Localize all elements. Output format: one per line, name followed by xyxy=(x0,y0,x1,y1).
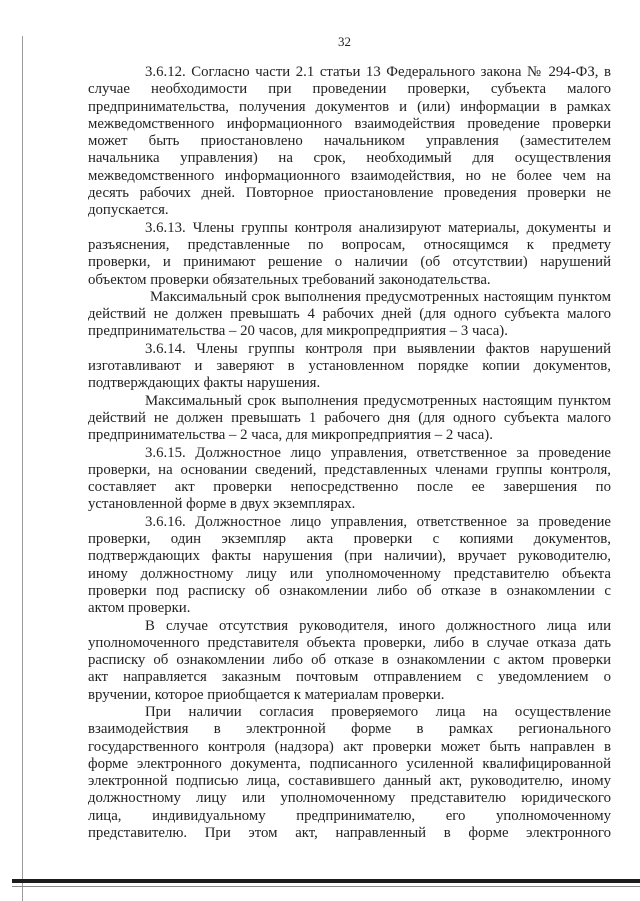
document-body xyxy=(88,64,611,842)
text-line: 3.6.13. Члены группы контроля анализируют материалы, документы и xyxy=(145,219,611,236)
page-number: 32 xyxy=(338,34,351,49)
text-line: действий не должен превышать 1 рабочего дня (для одного субъекта малого xyxy=(88,409,611,426)
text-line: межведомственного информационного взаимодействия проведение проверки xyxy=(88,115,611,132)
text-line: акт направляется заказным почтовым отправлением с уведомлением о xyxy=(88,669,611,686)
text-line: иному должностному лицу или уполномоченному представителю объекта xyxy=(88,565,611,582)
text-line: 3.6.16. Должностное лицо управления, ответственное за проведение xyxy=(145,513,611,530)
text-line: 3.6.15. Должностное лицо управления, ответственное за проведение xyxy=(145,444,611,461)
text-line: подтверждающих факты нарушения. xyxy=(88,375,321,392)
text-line: форме электронного документа, подписанного усиленной квалифицированной xyxy=(88,755,611,772)
paragraph-3-6-13 xyxy=(88,220,611,289)
text-line: электронной подписью лица, составившего данный акт, руководителю, иному xyxy=(88,773,611,790)
text-line: должностному лицу или уполномоченному представителю юридического xyxy=(88,790,611,807)
text-line: взаимодействия в электронной форме в рамках регионального xyxy=(88,721,611,738)
text-line: Максимальный срок выполнения предусмотренных настоящим пунктом xyxy=(150,288,611,305)
text-line: начальника управления) на срок, необходимый для осуществления xyxy=(88,150,611,167)
text-line: предпринимательства – 2 часа, для микропредприятия – 2 часа). xyxy=(88,427,493,444)
text-line: может быть приостановлено начальником управления (заместителем xyxy=(88,133,611,150)
text-line: В случае отсутствия руководителя, иного должностного лица или xyxy=(145,617,611,634)
text-line: проверки, один экземпляр акта проверки с копиями документов, xyxy=(88,531,611,548)
text-line: предпринимательства – 20 часов, для микропредприятия – 3 часа). xyxy=(88,323,508,340)
paragraph-absence-case xyxy=(88,618,611,704)
text-line: объектом проверки обязательных требований законодательства. xyxy=(88,271,491,288)
paragraph-3-6-12 xyxy=(88,64,611,220)
text-line: действий не должен превышать 4 рабочих дней (для одного субъекта малого xyxy=(88,306,611,323)
text-line: десять рабочих дней. Повторное приостановление проведения проверки не xyxy=(88,185,611,202)
text-line: актом проверки. xyxy=(88,600,191,617)
text-line: подтверждающих факты нарушения (при наличии), вручает руководителю, xyxy=(88,548,611,565)
text-line: разъяснения, представленные по вопросам, относящимся к предмету xyxy=(88,236,611,253)
text-line: допускается. xyxy=(88,202,169,219)
text-line: проверки, и принимают решение о наличии (об отсутствии) нарушений xyxy=(88,254,611,271)
text-line: уполномоченного представителя объекта проверки, либо в случае отказа дать xyxy=(88,634,611,651)
text-line: установленной форме в двух экземплярах. xyxy=(88,496,356,513)
paragraph-electronic-act xyxy=(88,704,611,842)
text-line: проверки под расписку об ознакомлении либо об отказе в ознакомлении с xyxy=(88,582,611,599)
text-line: проверки, на основании сведений, представленных членами группы контроля, xyxy=(88,461,611,478)
text-line: предпринимательства, получения документов и (или) информации в рамках xyxy=(88,98,611,115)
paragraph-max-term-3-6-14 xyxy=(88,393,611,445)
text-line: представителю. При этом акт, направленный в форме электронного xyxy=(88,825,611,842)
text-line: расписку об ознакомлении либо об отказе в ознакомлении с актом проверки xyxy=(88,652,611,669)
scan-bottom-edge-thin xyxy=(12,886,640,887)
text-line: 3.6.14. Члены группы контроля при выявлении фактов нарушений xyxy=(145,340,611,357)
text-line: вручении, которое приобщается к материалам проверки. xyxy=(88,686,445,703)
text-line: При наличии согласия проверяемого лица на осуществление xyxy=(145,703,611,720)
text-line: случае необходимости при проведении проверки, субъекта малого xyxy=(88,81,611,98)
text-line: государственного контроля (надзора) акт проверки может быть направлен в xyxy=(88,738,611,755)
text-line: 3.6.12. Согласно части 2.1 статьи 13 Федерального закона № 294-ФЗ, в xyxy=(145,64,611,80)
scan-edge-line xyxy=(22,36,23,901)
text-line: составляет акт проверки непосредственно после ее завершения по xyxy=(88,479,611,496)
paragraph-3-6-15 xyxy=(88,445,611,514)
text-line: изготавливают и заверяют в установленном порядке копии документов, xyxy=(88,358,611,375)
text-line: лица, индивидуальному предпринимателю, его уполномоченному xyxy=(88,807,611,824)
paragraph-max-term-3-6-13 xyxy=(88,289,611,341)
paragraph-3-6-14 xyxy=(88,341,611,393)
text-line: межведомственного информационного взаимодействия, но не более чем на xyxy=(88,167,611,184)
text-line: Максимальный срок выполнения предусмотренных настоящим пунктом xyxy=(145,392,611,409)
paragraph-3-6-16 xyxy=(88,514,611,618)
scan-bottom-edge xyxy=(12,879,640,883)
